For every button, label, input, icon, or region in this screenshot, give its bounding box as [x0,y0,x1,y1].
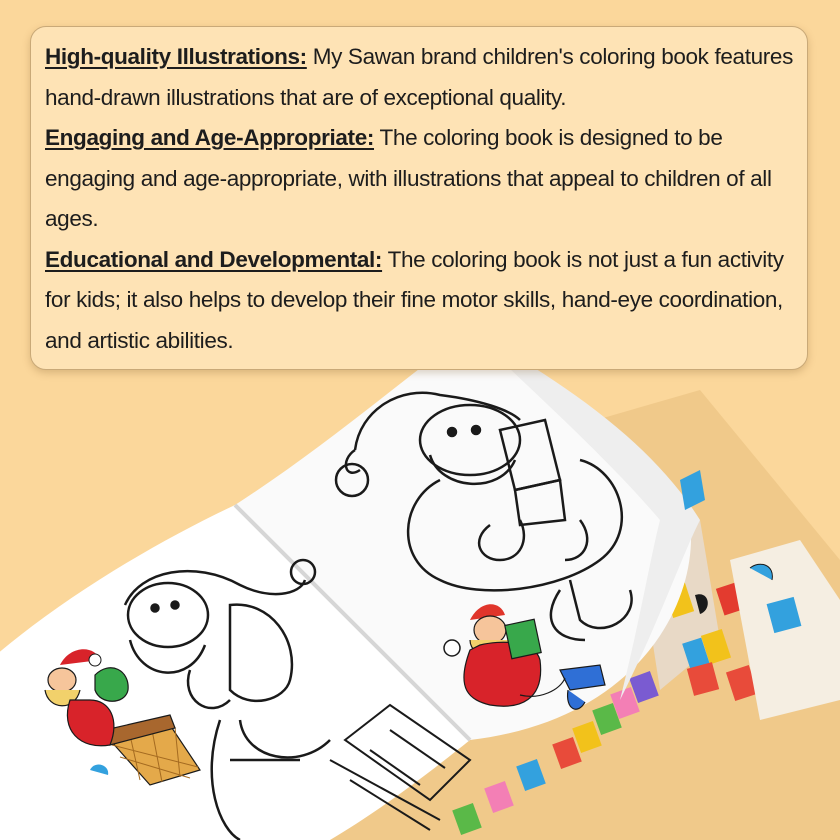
feature-title: High-quality Illustrations: [45,44,307,69]
feature-text: My Sawan brand children's coloring book features hand-drawn illustrations that are of exceptional quality. [45,44,793,110]
feature-item-engaging [45,118,793,240]
features-card [30,26,808,370]
feature-text: The coloring book is designed to be engaging and age-appropriate, with illustrations that appeal to children of all ages. [45,125,772,231]
gift-box-icon [505,619,541,658]
feature-text: The coloring book is not just a fun activity for kids; it also helps to develop their fine motor skills, hand-eye coordination, and artistic abilities. [45,246,784,353]
feature-title: Educational and Developmental: [45,246,383,272]
feature-item-illustrations [45,37,793,118]
feature-item-educational [45,240,793,362]
feature-title: Engaging and Age-Appropriate: [45,125,375,150]
